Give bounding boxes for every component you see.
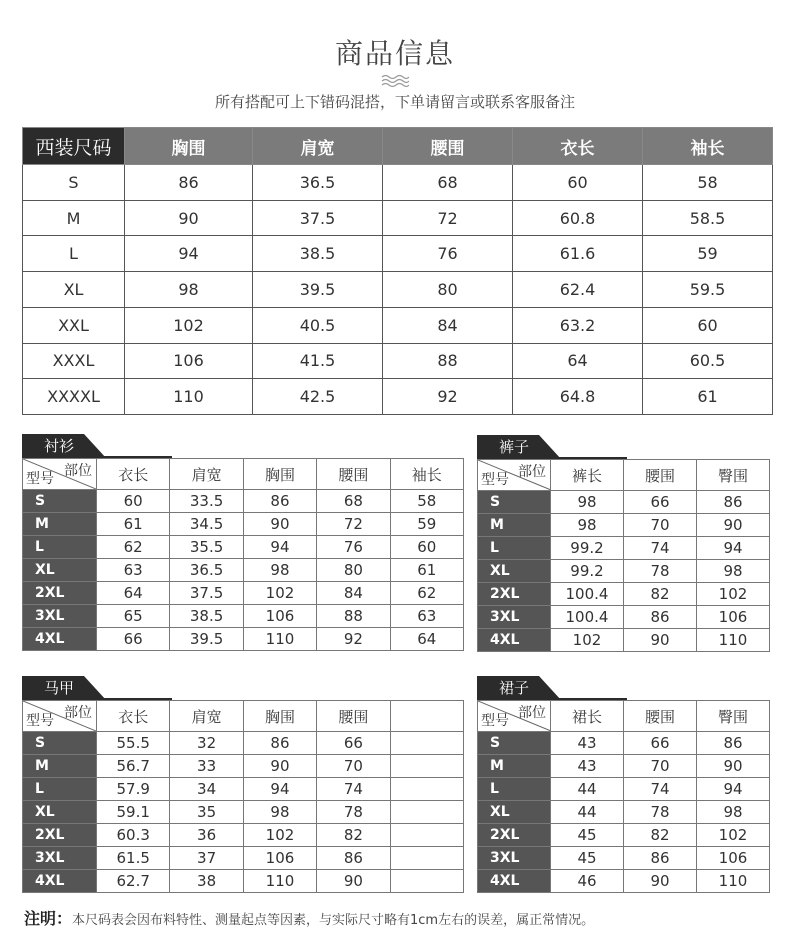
value-cell: 61.5 xyxy=(97,847,170,870)
value-cell: 74 xyxy=(624,778,697,801)
corner-bottom-label: 型号 xyxy=(26,471,54,487)
value-cell: 41.5 xyxy=(253,343,383,379)
value-cell: 94 xyxy=(697,537,770,560)
tag-arrow xyxy=(84,434,106,458)
table-row xyxy=(478,755,770,778)
size-cell: S xyxy=(23,165,125,201)
header-row xyxy=(478,701,770,732)
value-cell: 102 xyxy=(243,582,316,605)
size-cell: XL xyxy=(23,272,125,308)
value-cell: 62 xyxy=(97,536,170,559)
table-row xyxy=(23,236,773,272)
value-cell: 65 xyxy=(97,605,170,628)
column-header: 腰围 xyxy=(317,701,390,732)
size-cell: M xyxy=(478,514,551,537)
tag-arrow xyxy=(84,676,106,700)
header-row xyxy=(478,460,770,491)
value-cell: 102 xyxy=(697,824,770,847)
footnote-text: 本尺码表会因布料特性、测量起点等因素，与实际尺寸略有1cm左右的误差，属正常情况。 xyxy=(72,913,595,928)
value-cell: 94 xyxy=(125,236,253,272)
value-cell: 57.9 xyxy=(97,778,170,801)
value-cell: 90 xyxy=(125,200,253,236)
table-row xyxy=(23,778,464,801)
value-cell: 106 xyxy=(697,606,770,629)
value-cell: 90 xyxy=(317,870,390,893)
column-header: 袖长 xyxy=(390,459,463,490)
value-cell: 102 xyxy=(697,583,770,606)
value-cell: 98 xyxy=(243,801,316,824)
value-cell: 70 xyxy=(624,514,697,537)
value-cell: 76 xyxy=(383,236,513,272)
size-cell: S xyxy=(23,490,97,513)
value-cell: 78 xyxy=(624,560,697,583)
value-cell: 38.5 xyxy=(170,605,243,628)
size-cell: 2XL xyxy=(478,824,551,847)
value-cell: 86 xyxy=(317,847,390,870)
size-cell: M xyxy=(23,200,125,236)
size-cell: 4XL xyxy=(23,870,97,893)
value-cell: 61 xyxy=(643,379,773,415)
value-cell: 90 xyxy=(243,513,316,536)
value-cell: 90 xyxy=(624,629,697,652)
size-cell: L xyxy=(23,236,125,272)
value-cell: 63 xyxy=(97,559,170,582)
value-cell: 60.5 xyxy=(643,343,773,379)
value-cell: 40.5 xyxy=(253,307,383,343)
table-row xyxy=(23,490,464,513)
size-cell: S xyxy=(478,732,551,755)
value-cell: 37.5 xyxy=(253,200,383,236)
value-cell: 58 xyxy=(643,165,773,201)
value-cell: 36.5 xyxy=(253,165,383,201)
vest-size-block xyxy=(22,676,464,893)
value-cell: 99.2 xyxy=(551,537,624,560)
table-row xyxy=(478,870,770,893)
value-cell: 110 xyxy=(697,870,770,893)
skirt-tag xyxy=(477,676,770,700)
value-cell: 59 xyxy=(643,236,773,272)
table-row xyxy=(23,582,464,605)
pants-size-table xyxy=(477,459,770,652)
value-cell: 74 xyxy=(317,778,390,801)
value-cell: 34 xyxy=(170,778,243,801)
column-header: 腰围 xyxy=(624,701,697,732)
size-cell: XL xyxy=(478,801,551,824)
value-cell: 106 xyxy=(697,847,770,870)
value-cell: 110 xyxy=(243,870,316,893)
value-cell: 35 xyxy=(170,801,243,824)
size-cell: M xyxy=(478,755,551,778)
corner-bottom-label: 型号 xyxy=(26,713,54,729)
value-cell: 86 xyxy=(243,732,316,755)
value-cell: 66 xyxy=(624,732,697,755)
value-cell: 35.5 xyxy=(170,536,243,559)
value-cell xyxy=(390,732,463,755)
wave-divider-icon xyxy=(381,74,409,88)
value-cell: 59.1 xyxy=(97,801,170,824)
value-cell: 72 xyxy=(383,200,513,236)
table-row xyxy=(478,537,770,560)
table-row xyxy=(478,629,770,652)
value-cell: 92 xyxy=(383,379,513,415)
table-row xyxy=(23,732,464,755)
table-row xyxy=(478,778,770,801)
suit-header-row xyxy=(23,128,773,165)
size-cell: 4XL xyxy=(478,870,551,893)
value-cell: 106 xyxy=(125,343,253,379)
value-cell: 90 xyxy=(624,870,697,893)
footnote-label: 注明： xyxy=(24,909,73,928)
value-cell: 62.4 xyxy=(513,272,643,308)
column-header: 肩宽 xyxy=(170,701,243,732)
tag-arrow xyxy=(539,435,561,459)
skirt-size-table xyxy=(477,700,770,893)
value-cell: 98 xyxy=(243,559,316,582)
value-cell: 61.6 xyxy=(513,236,643,272)
table-row xyxy=(23,200,773,236)
value-cell: 60.8 xyxy=(513,200,643,236)
table-row xyxy=(23,379,773,415)
suit-label: 西装尺码 xyxy=(23,128,125,165)
value-cell xyxy=(390,847,463,870)
size-cell: L xyxy=(478,778,551,801)
table-row xyxy=(478,560,770,583)
pants-tag xyxy=(477,435,770,459)
corner-bottom-label: 型号 xyxy=(481,472,509,488)
table-row xyxy=(478,514,770,537)
value-cell: 38.5 xyxy=(253,236,383,272)
value-cell: 68 xyxy=(383,165,513,201)
table-row xyxy=(23,307,773,343)
size-cell: XXXL xyxy=(23,343,125,379)
table-row xyxy=(23,559,464,582)
column-header: 衣长 xyxy=(97,701,170,732)
value-cell: 110 xyxy=(697,629,770,652)
table-row xyxy=(23,801,464,824)
value-cell: 64 xyxy=(97,582,170,605)
value-cell: 76 xyxy=(317,536,390,559)
value-cell: 98 xyxy=(551,514,624,537)
value-cell: 78 xyxy=(624,801,697,824)
value-cell xyxy=(390,824,463,847)
table-row xyxy=(23,165,773,201)
value-cell: 102 xyxy=(125,307,253,343)
value-cell: 66 xyxy=(624,491,697,514)
corner-top-label: 部位 xyxy=(64,705,92,721)
value-cell: 90 xyxy=(697,755,770,778)
table-row xyxy=(478,491,770,514)
size-cell: 3XL xyxy=(478,606,551,629)
value-cell: 82 xyxy=(624,583,697,606)
size-cell: XXL xyxy=(23,307,125,343)
value-cell: 106 xyxy=(243,847,316,870)
value-cell: 88 xyxy=(317,605,390,628)
size-cell: L xyxy=(23,778,97,801)
value-cell: 90 xyxy=(243,755,316,778)
value-cell: 94 xyxy=(243,536,316,559)
corner-top-label: 部位 xyxy=(518,464,546,480)
shirt-size-table xyxy=(22,458,464,651)
column-header: 裙长 xyxy=(551,701,624,732)
value-cell: 70 xyxy=(624,755,697,778)
table-row xyxy=(478,847,770,870)
value-cell: 92 xyxy=(317,628,390,651)
footnote xyxy=(24,906,594,929)
column-header: 臀围 xyxy=(697,460,770,491)
value-cell: 86 xyxy=(697,491,770,514)
value-cell: 46 xyxy=(551,870,624,893)
size-cell: 3XL xyxy=(23,605,97,628)
value-cell: 80 xyxy=(317,559,390,582)
size-cell: 4XL xyxy=(478,629,551,652)
vest-tag xyxy=(22,676,464,700)
vest-size-table xyxy=(22,700,464,893)
value-cell: 43 xyxy=(551,755,624,778)
value-cell: 39.5 xyxy=(253,272,383,308)
table-row xyxy=(23,870,464,893)
shirt-size-block xyxy=(22,434,464,651)
value-cell: 86 xyxy=(243,490,316,513)
value-cell: 42.5 xyxy=(253,379,383,415)
table-row xyxy=(23,755,464,778)
size-cell: XXXXL xyxy=(23,379,125,415)
column-header: 胸围 xyxy=(243,701,316,732)
value-cell: 70 xyxy=(317,755,390,778)
value-cell: 82 xyxy=(317,824,390,847)
value-cell: 62.7 xyxy=(97,870,170,893)
value-cell: 58 xyxy=(390,490,463,513)
value-cell: 88 xyxy=(383,343,513,379)
corner-header-cell xyxy=(23,459,97,490)
pants-size-block xyxy=(477,435,770,652)
value-cell: 82 xyxy=(624,824,697,847)
size-cell: L xyxy=(478,537,551,560)
value-cell: 86 xyxy=(697,732,770,755)
table-row xyxy=(478,732,770,755)
column-header: 裤长 xyxy=(551,460,624,491)
size-cell: L xyxy=(23,536,97,559)
value-cell: 100.4 xyxy=(551,583,624,606)
value-cell: 84 xyxy=(317,582,390,605)
size-cell: XL xyxy=(23,559,97,582)
value-cell: 62 xyxy=(390,582,463,605)
table-row xyxy=(23,824,464,847)
table-row xyxy=(23,605,464,628)
value-cell: 33 xyxy=(170,755,243,778)
size-cell: XL xyxy=(23,801,97,824)
table-row xyxy=(23,513,464,536)
value-cell: 86 xyxy=(624,606,697,629)
value-cell: 56.7 xyxy=(97,755,170,778)
value-cell: 61 xyxy=(97,513,170,536)
value-cell: 78 xyxy=(317,801,390,824)
column-header: 肩宽 xyxy=(253,128,383,165)
value-cell: 59.5 xyxy=(643,272,773,308)
value-cell: 72 xyxy=(317,513,390,536)
value-cell: 68 xyxy=(317,490,390,513)
value-cell: 99.2 xyxy=(551,560,624,583)
value-cell: 98 xyxy=(697,560,770,583)
value-cell xyxy=(390,755,463,778)
header-row xyxy=(23,459,464,490)
column-header: 肩宽 xyxy=(170,459,243,490)
value-cell: 60 xyxy=(643,307,773,343)
value-cell xyxy=(390,870,463,893)
value-cell: 66 xyxy=(317,732,390,755)
table-row xyxy=(478,606,770,629)
value-cell: 45 xyxy=(551,847,624,870)
size-cell: 2XL xyxy=(23,824,97,847)
skirt-label: 裙子 xyxy=(477,676,539,700)
corner-header-cell xyxy=(478,701,551,732)
value-cell: 59 xyxy=(390,513,463,536)
size-cell: 3XL xyxy=(23,847,97,870)
size-cell: S xyxy=(23,732,97,755)
value-cell: 32 xyxy=(170,732,243,755)
column-header: 袖长 xyxy=(643,128,773,165)
value-cell: 102 xyxy=(243,824,316,847)
value-cell: 90 xyxy=(697,514,770,537)
table-row xyxy=(23,343,773,379)
table-row xyxy=(478,583,770,606)
pants-label: 裤子 xyxy=(477,435,539,459)
value-cell: 84 xyxy=(383,307,513,343)
column-header: 衣长 xyxy=(97,459,170,490)
value-cell: 98 xyxy=(697,801,770,824)
suit-size-table xyxy=(22,127,772,415)
size-cell: S xyxy=(478,491,551,514)
value-cell: 60 xyxy=(97,490,170,513)
value-cell: 64 xyxy=(513,343,643,379)
size-cell: XL xyxy=(478,560,551,583)
value-cell: 34.5 xyxy=(170,513,243,536)
column-header: 腰围 xyxy=(624,460,697,491)
value-cell: 86 xyxy=(125,165,253,201)
value-cell: 63 xyxy=(390,605,463,628)
column-header: 腰围 xyxy=(317,459,390,490)
value-cell: 110 xyxy=(125,379,253,415)
value-cell: 86 xyxy=(624,847,697,870)
corner-header-cell xyxy=(23,701,97,732)
shirt-label: 衬衫 xyxy=(22,434,84,458)
value-cell: 106 xyxy=(243,605,316,628)
header-row xyxy=(23,701,464,732)
value-cell: 39.5 xyxy=(170,628,243,651)
table-row xyxy=(478,801,770,824)
value-cell: 66 xyxy=(97,628,170,651)
value-cell: 44 xyxy=(551,778,624,801)
skirt-size-block xyxy=(477,676,770,893)
value-cell: 60.3 xyxy=(97,824,170,847)
value-cell: 36.5 xyxy=(170,559,243,582)
value-cell: 55.5 xyxy=(97,732,170,755)
value-cell: 94 xyxy=(243,778,316,801)
value-cell: 43 xyxy=(551,732,624,755)
value-cell: 64.8 xyxy=(513,379,643,415)
value-cell: 100.4 xyxy=(551,606,624,629)
column-header: 腰围 xyxy=(383,128,513,165)
value-cell: 63.2 xyxy=(513,307,643,343)
value-cell: 44 xyxy=(551,801,624,824)
corner-bottom-label: 型号 xyxy=(481,713,509,729)
value-cell: 60 xyxy=(390,536,463,559)
value-cell: 38 xyxy=(170,870,243,893)
value-cell: 110 xyxy=(243,628,316,651)
size-cell: M xyxy=(23,513,97,536)
column-header xyxy=(390,701,463,732)
value-cell: 61 xyxy=(390,559,463,582)
table-row xyxy=(23,628,464,651)
size-cell: M xyxy=(23,755,97,778)
page-title: 商品信息 xyxy=(334,37,455,70)
tag-arrow xyxy=(539,676,561,700)
value-cell: 58.5 xyxy=(643,200,773,236)
size-cell: 2XL xyxy=(478,583,551,606)
value-cell: 80 xyxy=(383,272,513,308)
size-cell: 3XL xyxy=(478,847,551,870)
corner-header-cell xyxy=(478,460,551,491)
column-header: 臀围 xyxy=(697,701,770,732)
page-subtitle: 所有搭配可上下错码混搭，下单请留言或联系客服备注 xyxy=(214,93,575,111)
table-row xyxy=(23,847,464,870)
value-cell: 98 xyxy=(551,491,624,514)
value-cell: 102 xyxy=(551,629,624,652)
column-header: 衣长 xyxy=(513,128,643,165)
column-header: 胸围 xyxy=(243,459,316,490)
value-cell: 94 xyxy=(697,778,770,801)
corner-top-label: 部位 xyxy=(518,705,546,721)
value-cell: 98 xyxy=(125,272,253,308)
corner-top-label: 部位 xyxy=(64,463,92,479)
table-row xyxy=(478,824,770,847)
value-cell: 37 xyxy=(170,847,243,870)
value-cell: 74 xyxy=(624,537,697,560)
value-cell: 45 xyxy=(551,824,624,847)
value-cell xyxy=(390,778,463,801)
size-cell: 4XL xyxy=(23,628,97,651)
value-cell: 37.5 xyxy=(170,582,243,605)
size-cell: 2XL xyxy=(23,582,97,605)
value-cell: 64 xyxy=(390,628,463,651)
table-row xyxy=(23,272,773,308)
value-cell xyxy=(390,801,463,824)
value-cell: 60 xyxy=(513,165,643,201)
value-cell: 33.5 xyxy=(170,490,243,513)
table-row xyxy=(23,536,464,559)
value-cell: 36 xyxy=(170,824,243,847)
shirt-tag xyxy=(22,434,464,458)
column-header: 胸围 xyxy=(125,128,253,165)
vest-label: 马甲 xyxy=(22,676,84,700)
